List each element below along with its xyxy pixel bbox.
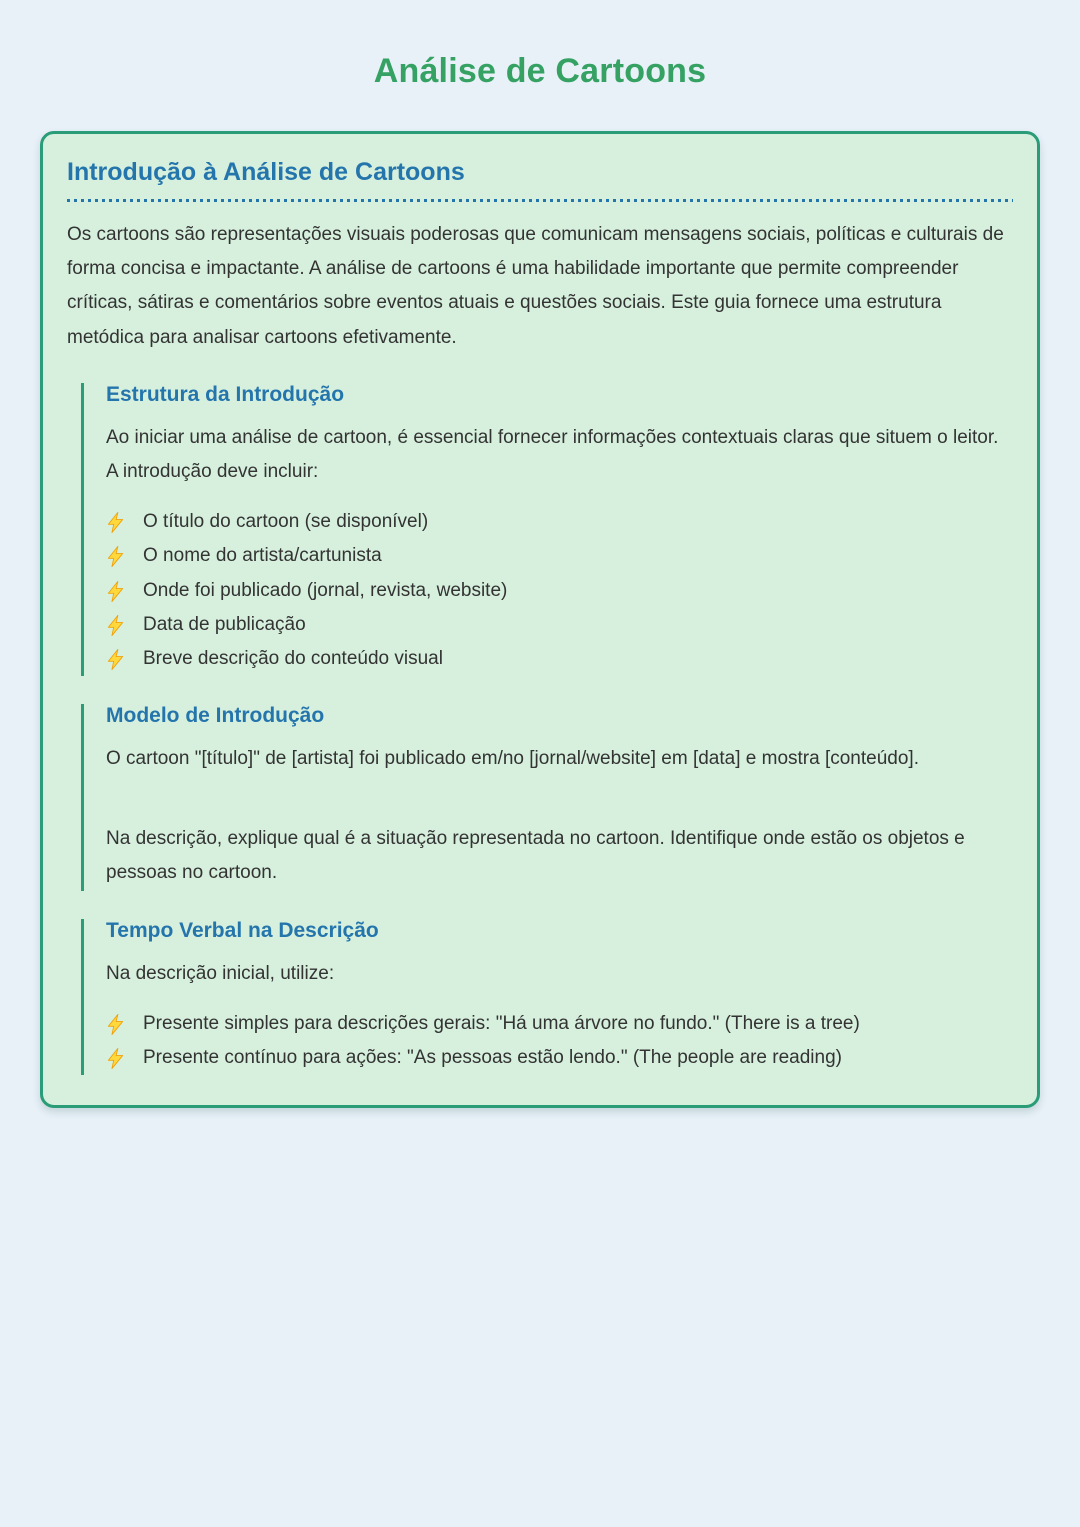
list-item-text: O nome do artista/cartunista xyxy=(143,545,382,567)
lightning-bolt-icon xyxy=(106,511,125,534)
list-item-text: O título do cartoon (se disponível) xyxy=(143,511,429,533)
list-item xyxy=(106,574,1013,608)
list-item xyxy=(106,505,1013,539)
section-tempo-verbal-na-descricao xyxy=(81,919,1013,1076)
section-heading: Modelo de Introdução xyxy=(106,704,325,728)
section-heading: Estrutura da Introdução xyxy=(106,382,345,406)
intro-paragraph: Os cartoons são representações visuais poderosas que comunicam mensagens sociais, políticas e culturais de forma concisa e impactante. A análise de cartoons é uma habilidade importante que permite compreender críticas, sátiras e comentários sobre eventos atuais e questões sociais. Este guia fornece uma estrutura metódica para analisar cartoons efetivamente. xyxy=(67,224,1004,348)
list-item-text: Breve descrição do conteúdo visual xyxy=(143,647,443,669)
lightning-bolt-icon xyxy=(106,1047,125,1070)
list-item xyxy=(106,642,1013,676)
lightning-bolt-icon xyxy=(106,580,125,603)
content-card xyxy=(40,131,1040,1108)
section-paragraph: O cartoon "[título]" de [artista] foi publicado em/no [jornal/website] em [data] e mostra [conteúdo]. xyxy=(106,748,919,770)
checklist xyxy=(106,505,1013,676)
section-paragraph: Na descrição, explique qual é a situação representada no cartoon. Identifique onde estão os objetos e pessoas no cartoon. xyxy=(106,828,965,884)
section-estrutura-da-introducao xyxy=(81,383,1013,676)
list-item xyxy=(106,1041,1013,1075)
list-item-text: Onde foi publicado (jornal, revista, website) xyxy=(143,579,508,601)
list-item-text: Presente contínuo para ações: "As pessoas estão lendo." (The people are reading) xyxy=(143,1047,842,1068)
lightning-bolt-icon xyxy=(106,648,125,671)
list-item xyxy=(106,1007,1013,1041)
lightning-bolt-icon xyxy=(106,545,125,568)
page-title: Análise de Cartoons xyxy=(373,52,707,90)
section-heading: Tempo Verbal na Descrição xyxy=(106,918,379,942)
list-item xyxy=(106,608,1013,642)
section-modelo-de-introducao xyxy=(81,704,1013,891)
card-heading: Introdução à Análise de Cartoons xyxy=(67,158,465,186)
lightning-bolt-icon xyxy=(106,614,125,637)
list-item xyxy=(106,539,1013,573)
list-item-text: Data de publicação xyxy=(143,613,306,635)
section-paragraph: Na descrição inicial, utilize: xyxy=(106,962,335,984)
list-item-text: Presente simples para descrições gerais: "Há uma árvore no fundo." (There is a tree) xyxy=(143,1012,860,1034)
checklist xyxy=(106,1007,1013,1075)
dotted-divider xyxy=(67,199,1013,202)
section-paragraph: Ao iniciar uma análise de cartoon, é essencial fornecer informações contextuais claras que situem o leitor. A introdução deve incluir: xyxy=(106,426,999,482)
lightning-bolt-icon xyxy=(106,1013,125,1036)
